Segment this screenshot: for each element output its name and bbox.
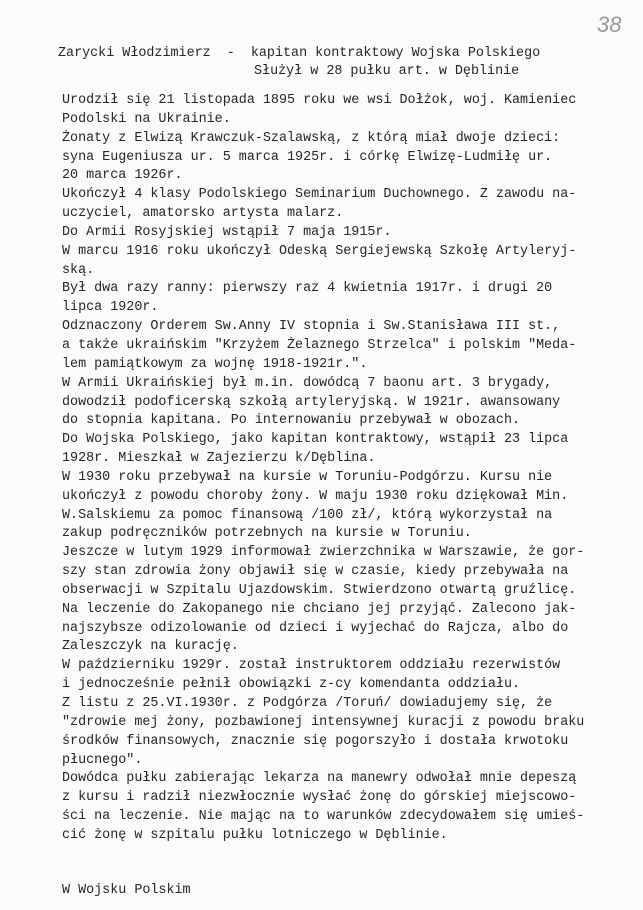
text-line: Ukończył 4 klasy Podolskiego Seminarium Duchownego. Z zawodu na- (62, 187, 577, 203)
text-line: środków finansowych, znacznie się pogorszyło i dostała krwotoku (62, 733, 569, 749)
text-line: Do Wojska Polskiego, jako kapitan kontraktowy, wstąpił 23 lipca (62, 432, 569, 448)
text-line: 1928r. Mieszkał w Zajezierzu k/Dęblina. (62, 451, 376, 467)
text-line: ukończył z powodu choroby żony. W maju 1930 roku dziękował Min. (62, 488, 569, 504)
text-line: zakup podręczników potrzebnych na kursie w Toruniu. (62, 526, 472, 542)
page-number: 38 (597, 12, 622, 37)
document-body (62, 92, 629, 846)
text-line: "zdrowie mej żony, pozbawionej intensywnej kuracji z powodu braku (62, 714, 585, 730)
text-line: W.Salskiemu za pomoc finansową /100 zł/, którą wykorzystał na (62, 507, 553, 523)
text-line: W Armii Ukraińskiej był m.in. dowódcą 7 baonu art. 3 brygady, (62, 375, 553, 391)
text-line: Był dwa razy ranny: pierwszy raz 4 kwietnia 1917r. i drugi 20 (62, 281, 553, 297)
document-header (58, 46, 623, 82)
text-line: 20 marca 1926r. (62, 168, 183, 184)
text-line: Odznaczony Orderem Sw.Anny IV stopnia i Sw.Stanisława III st., (62, 319, 561, 335)
text-line: Z listu z 25.VI.1930r. z Podgórza /Toruń/ dowiadujemy się, że (62, 696, 553, 711)
text-line: lem pamiątkowym za wojnę 1918-1921r.". (62, 356, 368, 372)
text-line: syna Eugeniusza ur. 5 marca 1925r. i córkę Elwizę-Ludmiłę ur. (62, 149, 553, 165)
text-line: Żonaty z Elwizą Krawczuk-Szalawską, z którą miał dwoje dzieci: (62, 130, 561, 146)
text-line: obserwacji w Szpitalu Ujazdowskim. Stwierdzono otwartą gruźlicę. (62, 582, 577, 598)
text-line: ści na leczenie. Nie mając na to warunków zdecydowałem się umieś- (62, 809, 585, 825)
text-line: cić żonę w szpitalu pułku lotniczego w Dęblinie. (62, 827, 448, 843)
text-line: ską. (62, 262, 95, 278)
text-line: Do Armii Rosyjskiej wstąpił 7 maja 1915r. (62, 224, 392, 240)
text-line: i jednocześnie pełnił obowiązki z-cy komendanta oddziału. (62, 677, 521, 693)
text-line: uczyciel, amatorsko artysta malarz. (62, 206, 344, 222)
text-line: Podolski na Ukrainie. (62, 111, 231, 127)
text-line: lipca 1920r. (62, 300, 159, 316)
text-line: W 1930 roku przebywał na kursie w Toruniu-Podgórzu. Kursu nie (62, 469, 553, 485)
text-line: W marcu 1916 roku ukończył Odeską Sergiejewską Szkołę Artyleryj- (62, 243, 577, 259)
text-line: Jeszcze w lutym 1929 informował zwierzchnika w Warszawie, że gor- (62, 545, 585, 561)
header-service-line: Służył w 28 pułku art. w Dęblinie (254, 64, 520, 79)
text-line: z kursu i radził niezwłocznie wysłać żonę do górskiej miejscowo- (62, 790, 577, 806)
text-line: W październiku 1929r. został instruktorem oddziału rezerwistów (62, 658, 561, 674)
text-line: do stopnia kapitana. Po internowaniu przebywał w obozach. (62, 413, 521, 429)
text-line: Na leczenie do Zakopanego nie chciano jej przyjąć. Zalecono jak- (62, 601, 577, 617)
text-line: Dowódca pułku zabierając lekarza na manewry odwołał mnie depeszą (62, 771, 577, 787)
document-footer: W Wojsku Polskim (62, 883, 191, 898)
text-line: płucnego". (62, 752, 143, 768)
text-line: najszybsze odizolowanie od dzieci i wyjechać do Rajcza, albo do (62, 620, 569, 636)
text-line: szy stan zdrowia żony objawił się w czasie, kiedy przebywała na (62, 564, 569, 580)
header-name-line: Zarycki Włodzimierz - kapitan kontraktowy Wojska Polskiego (58, 46, 541, 61)
text-line: Zaleszczyk na kurację. (62, 639, 239, 655)
text-line: dowodził podoficerską szkołą artyleryjską. W 1921r. awansowany (62, 394, 561, 410)
text-line: a także ukraińskim "Krzyżem Żelaznego Strzelca" i polskim "Meda- (62, 337, 577, 353)
text-line: Urodził się 21 listopada 1895 roku we wsi Dołżok, woj. Kamieniec (62, 93, 577, 108)
